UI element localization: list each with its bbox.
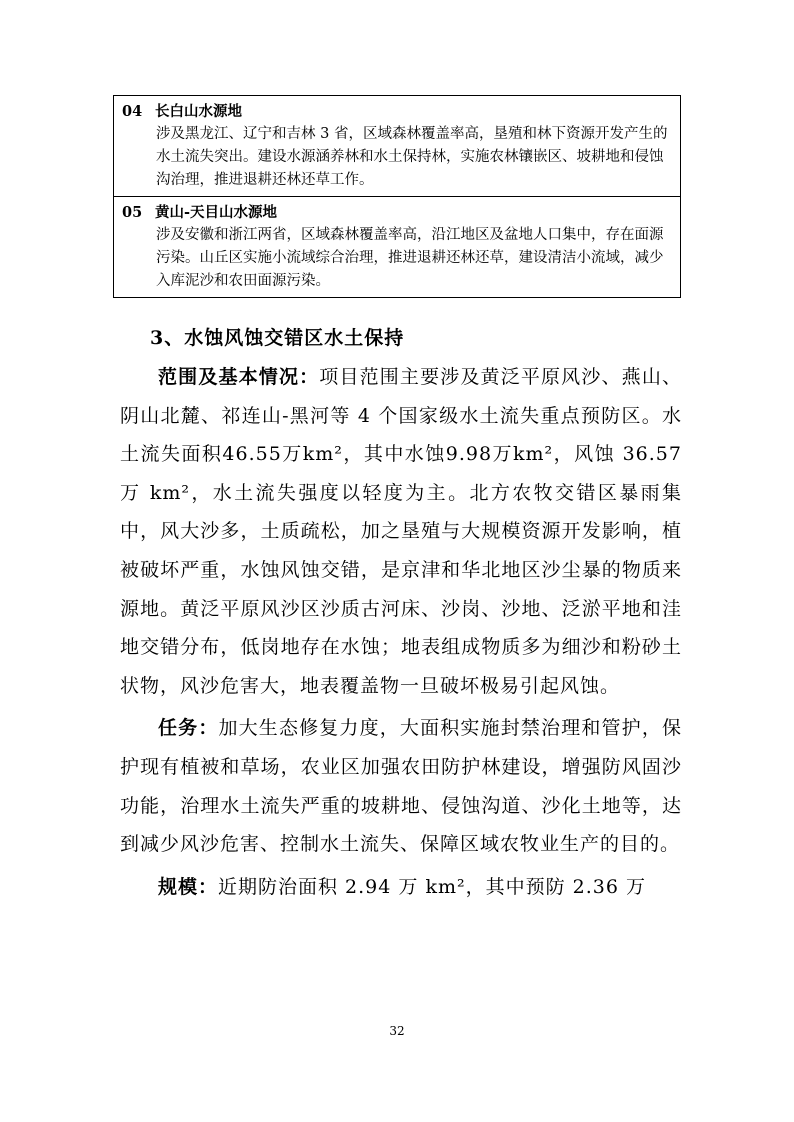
row-title: 黄山-天目山水源地: [155, 204, 278, 221]
row-description: 涉及黑龙江、辽宁和吉林 3 省，区域森林覆盖率高，垦殖和林下资源开发产生的水土流失突出。建设水源涵养林和水土保持林，实施农林镶嵌区、坡耕地和侵蚀沟治理，推进退耕还林还草工作。: [156, 126, 668, 188]
section-heading: 3、水蚀风蚀交错区水土保持: [150, 327, 405, 349]
task-text: 加大生态修复力度，大面积实施封禁治理和管护，保护现有植被和草场，农业区加强农田防护林建设，增强防风固沙功能，治理水土流失严重的坡耕地、侵蚀沟道、沙化土地等，达到减少风沙危害、控制水土流失、保障区域农牧业生产的目的。: [120, 717, 682, 856]
row-heading: [122, 202, 672, 224]
scale-text: 近期防治面积 2.94 万 km²，其中预防 2.36 万: [218, 875, 646, 898]
row-number: 05: [122, 204, 143, 221]
row-number: 04: [122, 103, 143, 120]
table-row: [114, 197, 680, 297]
body-text: [120, 358, 682, 906]
page-number: 32: [389, 1024, 405, 1038]
row-title: 长白山水源地: [155, 103, 242, 120]
task-lead: 任务：: [158, 717, 219, 740]
row-heading: [122, 101, 672, 123]
task-paragraph: [120, 709, 682, 863]
water-source-table: [113, 95, 681, 298]
scope-text: 项目范围主要涉及黄泛平原风沙、燕山、阴山北麓、祁连山-黑河等 4 个国家级水土流失重点预防区。水土流失面积46.55万km²，其中水蚀9.98万km²，风蚀 36.57 万 km²，水土流失强度以轻度为主。北方农牧交错区暴雨集中，风大沙多，土质疏松，加之垦殖与大规模资源开发影响，植被破坏严重，水蚀风蚀交错，是京津和华北地区沙尘暴的物质来源地。黄泛平原风沙区沙质古河床、沙岗、沙地、泛淤平地和洼地交错分布，低岗地存在水蚀；地表组成物质多为细沙和粉砂土状物，风沙危害大，地表覆盖物一旦破坏极易引起风蚀。: [120, 366, 682, 697]
scale-paragraph: [120, 868, 682, 907]
table-row: [114, 96, 680, 197]
scope-paragraph: [120, 358, 682, 705]
scale-lead: 规模：: [158, 875, 219, 898]
row-description: 涉及安徽和浙江两省，区域森林覆盖率高，沿江地区及盆地人口集中，存在面源污染。山丘区实施小流域综合治理，推进退耕还林还草，建设清洁小流域，减少入库泥沙和农田面源污染。: [156, 227, 664, 289]
scope-lead: 范围及基本情况：: [158, 366, 320, 388]
